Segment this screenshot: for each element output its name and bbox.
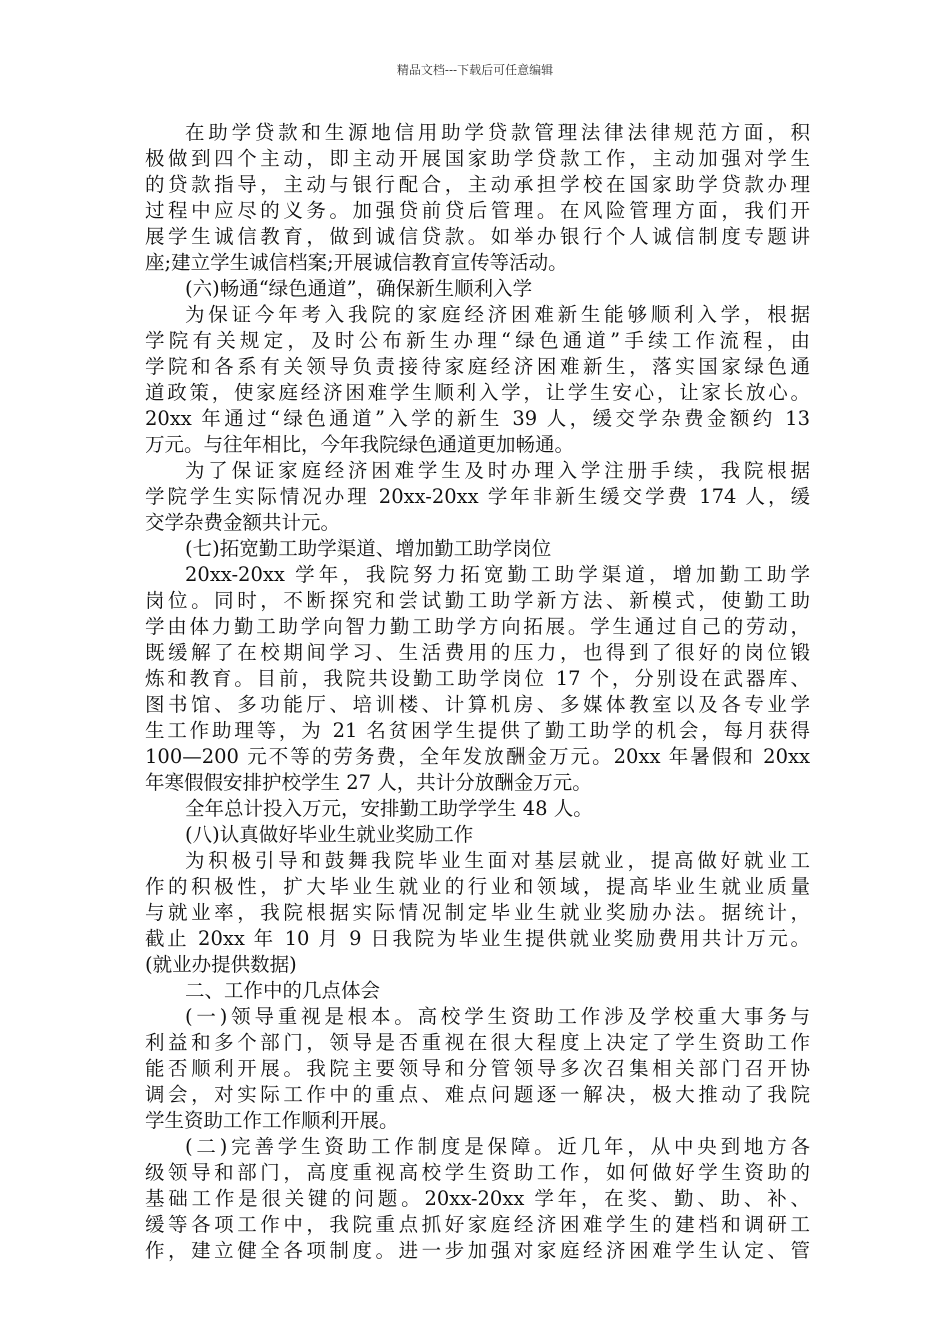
text-line: 生工作助理等，为 21 名贫困学生提供了勤工助学的机会，每月获得 xyxy=(145,719,810,742)
text-line: 学院和各系有关领导负责接待家庭经济困难新生，落实国家绿色通 xyxy=(145,355,810,378)
text-line: 过程中应尽的义务。加强贷前贷后管理。在风险管理方面，我们开 xyxy=(145,199,810,222)
text-line: 20xx 年通过“绿色通道”入学的新生 39 人，缓交学杂费金额约 13 xyxy=(145,407,810,430)
text-line: 缓等各项工作中，我院重点抓好家庭经济困难学生的建档和调研工 xyxy=(145,1213,810,1236)
text-line: 二、工作中的几点体会 xyxy=(185,979,381,1002)
text-line: 20xx-20xx 学年，我院努力拓宽勤工助学渠道，增加勤工助学 xyxy=(185,563,810,586)
text-line: 利益和多个部门，领导是否重视在很大程度上决定了学生资助工作 xyxy=(145,1031,810,1054)
text-line: 作的积极性，扩大毕业生就业的行业和领域，提高毕业生就业质量 xyxy=(145,875,810,898)
text-line: 年寒假假安排护校学生 27 人，共计分放酬金万元。 xyxy=(145,771,592,794)
text-line: 全年总计投入万元，安排勤工助学学生 48 人。 xyxy=(185,797,593,820)
text-line: 炼和教育。目前，我院共设勤工助学岗位 17 个，分别设在武器库、 xyxy=(145,667,810,690)
text-line: (一)领导重视是根本。高校学生资助工作涉及学校重大事务与 xyxy=(185,1005,810,1028)
text-line: 的贷款指导，主动与银行配合，主动承担学校在国家助学贷款办理 xyxy=(145,173,810,196)
text-line: 岗位。同时，不断探究和尝试勤工助学新方法、新模式，使勤工助 xyxy=(145,589,810,612)
text-line: 能否顺利开展。我院主要领导和分管领导多次召集相关部门召开协 xyxy=(145,1057,810,1080)
text-line: 调会，对实际工作中的重点、难点问题逐一解决，极大推动了我院 xyxy=(145,1083,810,1106)
text-line: 为保证今年考入我院的家庭经济困难新生能够顺利入学，根据 xyxy=(185,303,810,326)
text-line: 学院学生实际情况办理 20xx-20xx 学年非新生缓交学费 174 人，缓 xyxy=(145,485,810,508)
text-line: 为积极引导和鼓舞我院毕业生面对基层就业，提高做好就业工 xyxy=(185,849,810,872)
text-line: 在助学贷款和生源地信用助学贷款管理法律法律规范方面，积 xyxy=(185,121,810,144)
text-line: 级领导和部门，高度重视高校学生资助工作，如何做好学生资助的 xyxy=(145,1161,810,1184)
text-line: (六)畅通“绿色通道”，确保新生顺利入学 xyxy=(185,277,533,300)
text-line: (八)认真做好毕业生就业奖励工作 xyxy=(185,823,474,846)
text-line: 为了保证家庭经济困难学生及时办理入学注册手续，我院根据 xyxy=(185,459,810,482)
text-line: (二)完善学生资助工作制度是保障。近几年，从中央到地方各 xyxy=(185,1135,810,1158)
text-line: 万元。与往年相比，今年我院绿色通道更加畅通。 xyxy=(145,433,575,456)
document-body xyxy=(145,120,810,1264)
text-line: (就业办提供数据) xyxy=(145,953,297,976)
text-line: 100—200 元不等的劳务费，全年发放酬金万元。20xx 年暑假和 20xx xyxy=(145,745,810,768)
text-line: 基础工作是很关键的问题。20xx-20xx 学年，在奖、勤、助、补、 xyxy=(145,1187,810,1210)
text-line: 学生资助工作工作顺利开展。 xyxy=(145,1109,399,1132)
text-line: (七)拓宽勤工助学渠道、增加勤工助学岗位 xyxy=(185,537,552,560)
text-line: 与就业率，我院根据实际情况制定毕业生就业奖励办法。据统计， xyxy=(145,901,810,924)
text-line: 既缓解了在校期间学习、生活费用的压力，也得到了很好的岗位锻 xyxy=(145,641,810,664)
text-line: 道政策，使家庭经济困难学生顺利入学，让学生安心，让家长放心。 xyxy=(145,381,810,404)
text-line: 学由体力勤工助学向智力勤工助学方向拓展。学生通过自己的劳动， xyxy=(145,615,810,638)
text-line: 展学生诚信教育，做到诚信贷款。如举办银行个人诚信制度专题讲 xyxy=(145,225,810,248)
text-line: 截止 20xx 年 10 月 9 日我院为毕业生提供就业奖励费用共计万元。 xyxy=(145,927,810,950)
text-line: 交学杂费金额共计元。 xyxy=(145,511,341,534)
page-header: 精品文档---下载后可任意编辑 xyxy=(396,63,554,77)
text-line: 学院有关规定，及时公布新生办理“绿色通道”手续工作流程，由 xyxy=(145,329,810,352)
text-line: 作，建立健全各项制度。进一步加强对家庭经济困难学生认定、管 xyxy=(145,1239,810,1262)
text-line: 图书馆、多功能厅、培训楼、计算机房、多媒体教室以及各专业学 xyxy=(145,693,810,716)
text-line: 极做到四个主动，即主动开展国家助学贷款工作，主动加强对学生 xyxy=(145,147,810,170)
text-line: 座;建立学生诚信档案;开展诚信教育宣传等活动。 xyxy=(145,251,568,274)
